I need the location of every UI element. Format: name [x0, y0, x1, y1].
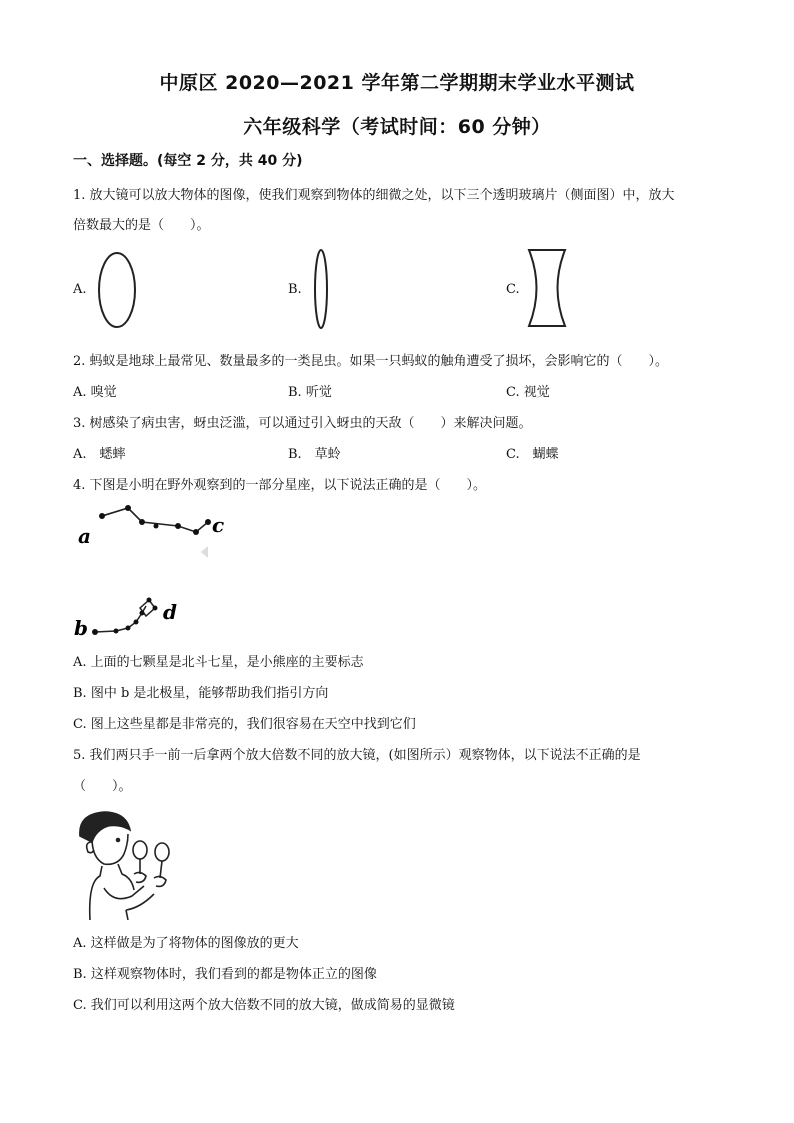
q2-option-a: A. 嗅觉 [73, 385, 117, 400]
q1-stem-line1: 1. 放大镜可以放大物体的图像，使我们观察到物体的细微之处，以下三个透明玻璃片（侧面图）中，放大 [73, 188, 675, 203]
q2-stem: 2. 蚂蚁是地球上最常见、数量最多的一类昆虫。如果一只蚂蚁的触角遭受了损坏，会影响它的（ ）。 [73, 354, 669, 369]
q3-option-a: A. 蟋蟀 [73, 447, 126, 462]
q2-option-c: C. 视觉 [506, 385, 550, 400]
q4-stem: 4. 下图是小明在野外观察到的一部分星座，以下说法正确的是（ ）。 [73, 478, 487, 493]
label-a: a [78, 524, 91, 548]
q2-option-b: B. 听觉 [288, 385, 332, 400]
q4-option-b: B. 图中 b 是北极星，能够帮助我们指引方向 [73, 686, 329, 701]
q3-option-b: B. 草蛉 [288, 447, 341, 462]
convex-lens-thick-icon [95, 250, 141, 330]
exam-title: 中原区 2020—2021 学年第二学期期末学业水平测试 [159, 72, 635, 94]
label-c: c [212, 513, 225, 537]
q4-option-a: A. 上面的七颗星是北斗七星，是小熊座的主要标志 [73, 655, 364, 670]
q5-option-c: C. 我们可以利用这两个放大倍数不同的放大镜，做成简易的显微镜 [73, 998, 455, 1013]
exam-subtitle: 六年级科学（考试时间：60 分钟） [243, 116, 551, 138]
q4-option-c: C. 图上这些星都是非常亮的，我们很容易在天空中找到它们 [73, 717, 416, 732]
label-b: b [74, 616, 88, 640]
star-dot [99, 513, 105, 519]
q3-stem: 3. 树感染了病虫害，蚜虫泛滥，可以通过引入蚜虫的天敌（ ）来解决问题。 [73, 416, 532, 431]
constellation-diagram [70, 500, 240, 645]
q1-option-c-label: C. [506, 282, 520, 297]
q3-option-c: C. 蝴蝶 [506, 447, 559, 462]
q5-option-b: B. 这样观察物体时，我们看到的都是物体正立的图像 [73, 967, 377, 982]
q5-stem-line2: （ ）。 [73, 779, 132, 794]
boy-with-magnifiers-illustration [74, 808, 184, 920]
q5-option-a: A. 这样做是为了将物体的图像放的更大 [73, 936, 299, 951]
q1-option-a-label: A. [73, 282, 87, 297]
concave-lens-icon [524, 246, 570, 330]
q1-stem-line2: 倍数最大的是（ ）。 [73, 218, 210, 233]
convex-lens-thin-icon [308, 247, 334, 331]
q5-stem-line1: 5. 我们两只手一前一后拿两个放大倍数不同的放大镜，(如图所示）观察物体，以下说法不正确的是 [73, 748, 641, 763]
q1-option-b-label: B. [288, 282, 302, 297]
label-d: d [163, 600, 177, 624]
section-heading: 一、选择题。(每空 2 分，共 40 分) [73, 153, 303, 169]
